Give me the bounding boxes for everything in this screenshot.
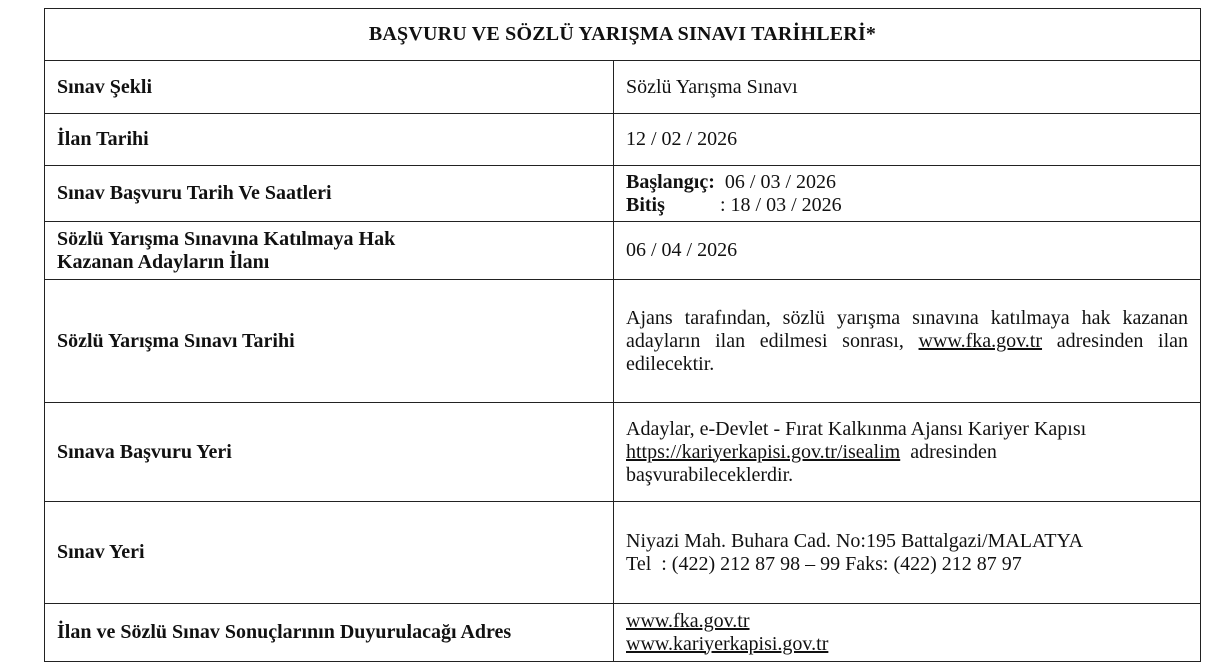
table-title-row [45, 9, 1201, 61]
row-label-results-address: İlan ve Sözlü Sınav Sonuçlarının Duyurulacağı Adres [45, 604, 614, 662]
row-value-oral-exam-date [614, 280, 1201, 403]
exam-dates-table [44, 8, 1201, 662]
row-value-application-dates [614, 166, 1201, 222]
application-place-line: başvurabileceklerdir. [626, 463, 794, 486]
start-line [626, 171, 1188, 194]
application-place-suffix: adresinden [910, 440, 997, 463]
row-value-eligible-candidates: 06 / 04 / 2026 [614, 222, 1201, 280]
table-row [45, 280, 1201, 403]
exam-address: Niyazi Mah. Buhara Cad. No:195 Battalgazi/MALATYA [626, 529, 1084, 552]
row-value-exam-type: Sözlü Yarışma Sınavı [614, 61, 1201, 114]
exam-phone: Tel : (422) 212 87 98 – 99 Faks: (422) 212 87 97 [626, 552, 1022, 575]
fka-link[interactable]: www.fka.gov.tr [626, 609, 750, 632]
row-label-announcement-date: İlan Tarihi [45, 114, 614, 166]
start-label: Başlangıç: [626, 170, 715, 193]
table-row [45, 502, 1201, 604]
table-title: BAŞVURU VE SÖZLÜ YARIŞMA SINAVI TARİHLERİ* [45, 9, 1201, 61]
end-line [626, 194, 1188, 217]
row-value-application-place [614, 403, 1201, 502]
table-row [45, 604, 1201, 662]
table-row [45, 222, 1201, 280]
row-label-eligible-candidates [45, 222, 614, 280]
kariyer-kapisi-link[interactable]: https://kariyerkapisi.gov.tr/isealim [626, 440, 901, 463]
row-value-announcement-date: 12 / 02 / 2026 [614, 114, 1201, 166]
kariyerkapisi-link[interactable]: www.kariyerkapisi.gov.tr [626, 632, 829, 655]
row-label-line: Kazanan Adayların İlanı [57, 250, 270, 273]
row-label-exam-type: Sınav Şekli [45, 61, 614, 114]
end-label: Bitiş [626, 193, 665, 216]
row-label-line: Sözlü Yarışma Sınavına Katılmaya Hak [57, 227, 396, 250]
oral-exam-text: Ajans tarafından, sözlü yarışma sınavına katılmaya hak kazanan adayların ilan edilmesi sonrası, [626, 306, 1188, 352]
row-label-application-place: Sınava Başvuru Yeri [45, 403, 614, 502]
oral-exam-text-end: adresinden ilan edilecektir. [626, 329, 1189, 375]
table-row [45, 61, 1201, 114]
table-row [45, 403, 1201, 502]
application-place-line: Adaylar, e-Devlet - Fırat Kalkınma Ajansı Kariyer Kapısı [626, 417, 1087, 440]
start-date: 06 / 03 / 2026 [724, 170, 837, 193]
fka-link[interactable]: www.fka.gov.tr [918, 329, 1043, 352]
table-row [45, 166, 1201, 222]
row-value-results-address [614, 604, 1201, 662]
row-value-exam-place [614, 502, 1201, 604]
row-label-oral-exam-date: Sözlü Yarışma Sınavı Tarihi [45, 280, 614, 403]
row-label-application-dates: Sınav Başvuru Tarih Ve Saatleri [45, 166, 614, 222]
table-row [45, 114, 1201, 166]
end-date: : 18 / 03 / 2026 [720, 193, 842, 216]
application-place-link-line [626, 441, 1188, 464]
row-label-exam-place: Sınav Yeri [45, 502, 614, 604]
